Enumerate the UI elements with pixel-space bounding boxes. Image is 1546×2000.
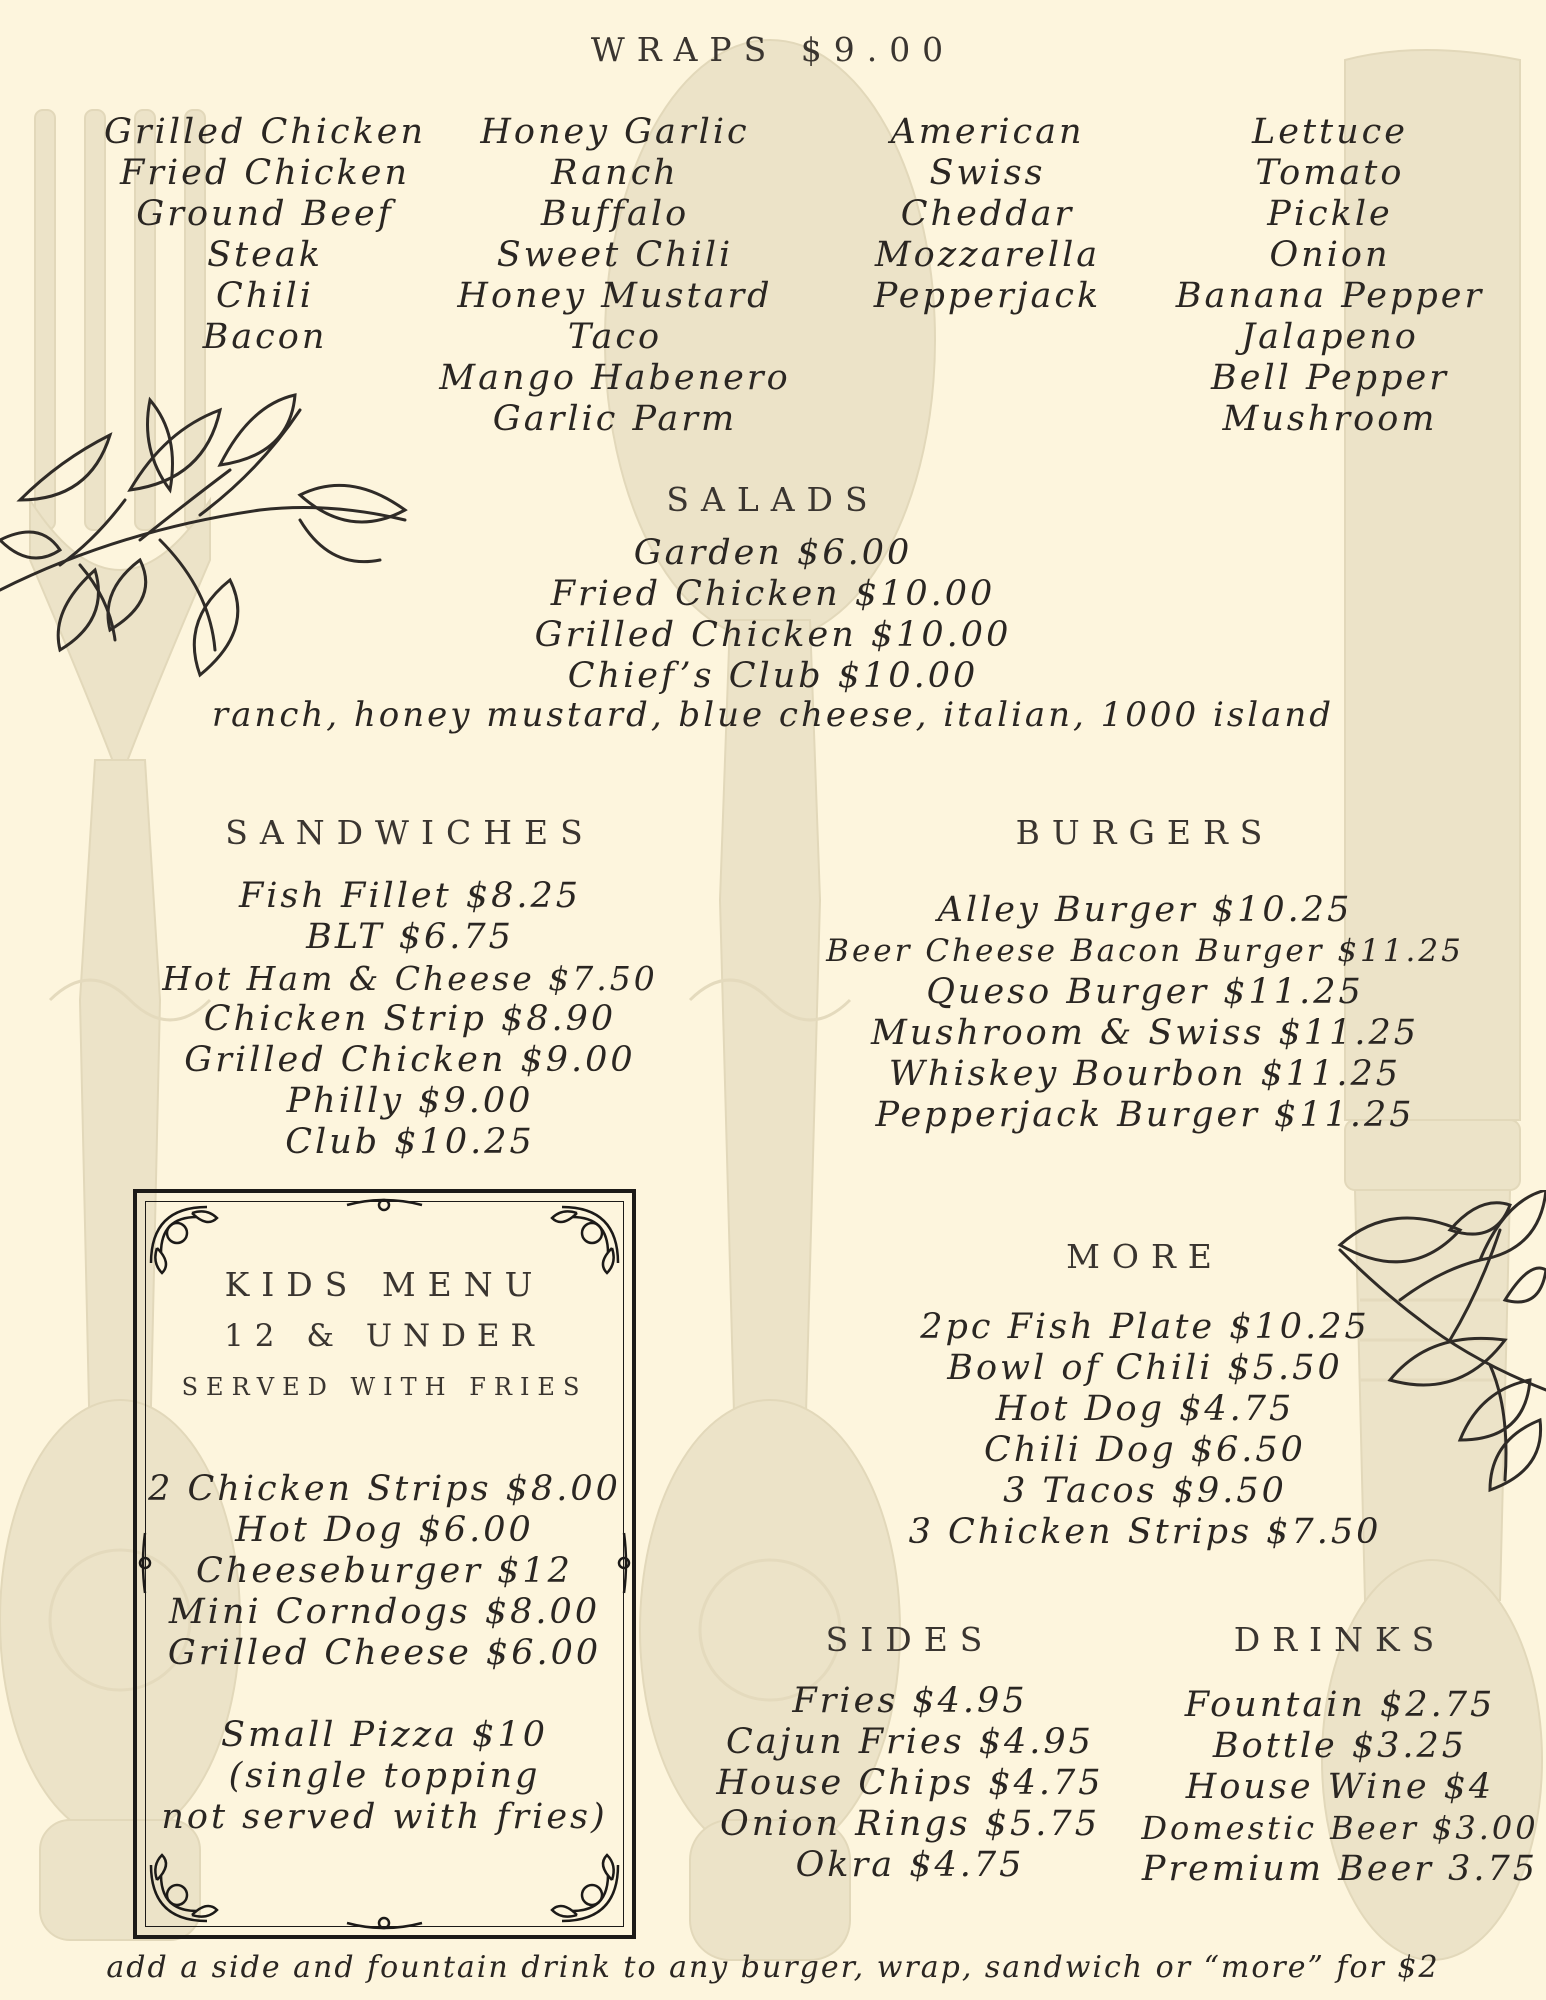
- sides-heading: SIDES: [825, 1620, 995, 1659]
- list-item: Tomato: [1255, 153, 1405, 193]
- burgers-heading: BURGERS: [1015, 813, 1275, 852]
- list-item: Bowl of Chili $5.50: [947, 1348, 1343, 1388]
- list-item: Grilled Chicken $10.00: [534, 615, 1012, 655]
- list-item: Cajun Fries $4.95: [726, 1722, 1094, 1762]
- list-item: not served with fries): [161, 1797, 608, 1837]
- list-item: Pickle: [1267, 194, 1393, 234]
- kids-menu-title: KIDS MENU: [224, 1265, 545, 1304]
- list-item: Onion: [1269, 235, 1391, 275]
- list-item: Onion Rings $5.75: [720, 1804, 1100, 1844]
- list-item: Bell Pepper: [1211, 358, 1449, 398]
- kids-menu-served: SERVED WITH FRIES: [181, 1373, 588, 1401]
- list-item: Cheeseburger $12: [196, 1551, 573, 1591]
- salad-dressings: ranch, honey mustard, blue cheese, italian, 1000 island: [211, 695, 1335, 735]
- salads-heading: SALADS: [666, 480, 880, 519]
- list-item: Jalapeno: [1241, 317, 1419, 357]
- sandwiches-list: [160, 876, 660, 1163]
- kids-menu-pizza: [137, 1715, 632, 1838]
- list-item: Club $10.25: [285, 1122, 535, 1162]
- list-item: Mushroom & Swiss $11.25: [871, 1013, 1419, 1053]
- list-item: Mini Corndogs $8.00: [168, 1592, 601, 1632]
- list-item: Small Pizza $10: [221, 1715, 548, 1755]
- more-heading: MORE: [1066, 1237, 1224, 1276]
- list-item: Cheddar: [900, 194, 1075, 234]
- sides-list: [715, 1681, 1105, 1886]
- list-item: Grilled Cheese $6.00: [167, 1633, 602, 1673]
- list-item: Bacon: [202, 317, 328, 357]
- list-item: Ground Beef: [136, 194, 394, 234]
- wraps-heading: WRAPS $9.00: [590, 30, 956, 69]
- list-item: Chicken Strip $8.90: [203, 999, 617, 1039]
- list-item: BLT $6.75: [306, 917, 514, 957]
- wraps-proteins-list: [95, 112, 435, 358]
- list-item: Garlic Parm: [492, 399, 738, 439]
- list-item: Chili: [216, 276, 314, 316]
- salads-list: [423, 533, 1123, 697]
- wraps-sauces-list: [430, 112, 800, 440]
- list-item: Banana Pepper: [1175, 276, 1485, 316]
- footer-note: add a side and fountain drink to any burger, wrap, sandwich or “more” for $2: [106, 1950, 1440, 1985]
- list-item: Whiskey Bourbon $11.25: [888, 1054, 1402, 1094]
- list-item: Chief’s Club $10.00: [567, 656, 979, 696]
- drinks-heading: DRINKS: [1233, 1620, 1447, 1659]
- list-item: Mozzarella: [874, 235, 1101, 275]
- list-item: Premium Beer 3.75: [1141, 1849, 1539, 1889]
- list-item: 3 Chicken Strips $7.50: [908, 1512, 1382, 1552]
- list-item: Chili Dog $6.50: [984, 1430, 1306, 1470]
- list-item: Honey Mustard: [457, 276, 773, 316]
- list-item: Okra $4.75: [795, 1845, 1025, 1885]
- list-item: American: [890, 112, 1085, 152]
- list-item: Garden $6.00: [633, 533, 913, 573]
- list-item: Fish Fillet $8.25: [238, 876, 582, 916]
- list-item: Pepperjack: [873, 276, 1102, 316]
- list-item: Pepperjack Burger $11.25: [875, 1095, 1415, 1135]
- list-item: Swiss: [929, 153, 1046, 193]
- list-item: House Wine $4: [1185, 1767, 1495, 1807]
- drinks-list: [1140, 1685, 1540, 1890]
- list-item: Hot Ham & Cheese $7.50: [162, 959, 658, 998]
- list-item: 2 Chicken Strips $8.00: [148, 1469, 621, 1509]
- list-item: Fries $4.95: [792, 1681, 1028, 1721]
- list-item: Honey Garlic: [480, 112, 750, 152]
- list-item: Beer Cheese Bacon Burger $11.25: [826, 933, 1464, 969]
- list-item: Hot Dog $4.75: [995, 1389, 1295, 1429]
- list-item: Ranch: [551, 153, 679, 193]
- list-item: Queso Burger $11.25: [926, 972, 1364, 1012]
- list-item: (single topping: [228, 1756, 541, 1796]
- kids-menu-frame: [133, 1189, 636, 1939]
- list-item: Grilled Chicken: [103, 112, 427, 152]
- list-item: Steak: [207, 235, 323, 275]
- sandwiches-heading: SANDWICHES: [225, 813, 595, 852]
- more-list: [820, 1307, 1470, 1553]
- wraps-toppings-list: [1170, 112, 1490, 440]
- list-item: Fountain $2.75: [1184, 1685, 1496, 1725]
- list-item: 2pc Fish Plate $10.25: [920, 1307, 1370, 1347]
- list-item: 3 Tacos $9.50: [1003, 1471, 1287, 1511]
- list-item: House Chips $4.75: [716, 1763, 1104, 1803]
- list-item: Domestic Beer $3.00: [1141, 1809, 1539, 1847]
- list-item: Bottle $3.25: [1212, 1726, 1468, 1766]
- list-item: Hot Dog $6.00: [235, 1510, 534, 1550]
- list-item: Philly $9.00: [286, 1081, 534, 1121]
- list-item: Taco: [567, 317, 663, 357]
- list-item: Buffalo: [540, 194, 690, 234]
- wraps-cheeses-list: [830, 112, 1145, 317]
- leaf-branch-icon: [0, 390, 410, 690]
- list-item: Fried Chicken: [119, 153, 411, 193]
- list-item: Lettuce: [1252, 112, 1408, 152]
- list-item: Grilled Chicken $9.00: [184, 1040, 636, 1080]
- kids-menu-age: 12 & UNDER: [224, 1318, 545, 1354]
- list-item: Mango Habenero: [439, 358, 791, 398]
- list-item: Mushroom: [1222, 399, 1438, 439]
- list-item: Fried Chicken $10.00: [550, 574, 996, 614]
- list-item: Sweet Chili: [496, 235, 734, 275]
- burgers-list: [820, 890, 1470, 1136]
- list-item: Alley Burger $10.25: [937, 890, 1353, 930]
- kids-menu-list: [137, 1469, 632, 1674]
